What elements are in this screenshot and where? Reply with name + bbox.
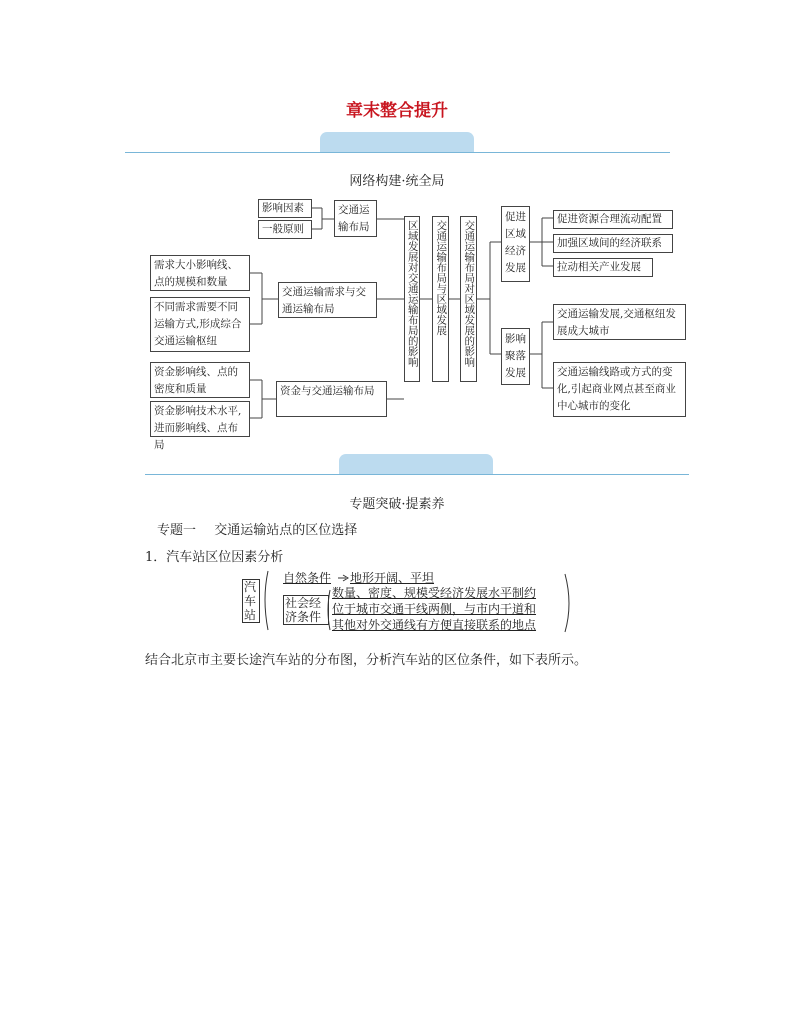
capital-layout-box: 资金与交通运输布局: [276, 381, 387, 417]
page-title: 章末整合提升: [346, 101, 448, 121]
demand-scale-box: 需求大小影响线、点的规模和数量: [150, 255, 250, 291]
capital-tech-box: 资金影响技术水平,进而影响线、点布局: [150, 401, 250, 437]
topic-label: 专题一: [157, 523, 197, 538]
social-line-2: 位于城市交通干线两侧，与市内干道和: [332, 602, 537, 616]
promote-economy-text: 促进区域经济发展: [505, 211, 526, 274]
affect-settlement-text: 影响聚落发展: [505, 333, 526, 379]
section-heading-topics: 专题突破·提素养: [349, 497, 445, 512]
drive-industry-box: 拉动相关产业发展: [553, 258, 653, 277]
section-heading-network: 网络构建·统全局: [349, 174, 445, 189]
principles-box: 一般原则: [258, 220, 312, 239]
hub-city-box: 交通运输发展,交通枢纽发展成大城市: [553, 304, 686, 340]
social-conditions: 社会经济条件: [283, 595, 329, 625]
item-heading: 1．汽车站区位因素分析: [145, 550, 284, 565]
line-change-box: 交通运输线路或方式的变化,引起商业网点甚至商业中心城市的变化: [553, 362, 686, 417]
body-paragraph: 结合北京市主要长途汽车站的分布图，分析汽车站的区位条件，如下表所示。: [145, 653, 588, 668]
promote-flow-box: 促进资源合理流动配置: [553, 210, 673, 229]
social-line-1: 数量、密度、规模受经济发展水平制约: [332, 586, 537, 600]
layout-affects-region-box: 交通运输布局对区域发展的影响: [460, 216, 477, 382]
station-label: 汽车站: [242, 579, 260, 623]
topic-title: 交通运输站点的区位选择: [214, 523, 358, 538]
social-line-3: 其他对外交通线有方便直接联系的地点: [332, 618, 537, 632]
region-affects-layout-box: 区域发展对交通运输布局的影响: [404, 216, 420, 382]
natural-conditions: 自然条件: [283, 571, 332, 585]
layout-and-region-box: 交通运输布局与区域发展: [432, 216, 449, 382]
strengthen-ties-box: 加强区域间的经济联系: [553, 234, 673, 253]
demand-layout-box: 交通运输需求与交通运输布局: [278, 282, 377, 318]
demand-mode-box: 不同需求需要不同运输方式,形成综合交通运输枢纽: [150, 297, 250, 352]
natural-result: 地形开阔、平坦: [350, 571, 435, 585]
layout-box: 交通运输布局: [334, 200, 377, 237]
capital-density-box: 资金影响线、点的密度和质量: [150, 362, 250, 398]
factors-box: 影响因素: [258, 199, 312, 218]
